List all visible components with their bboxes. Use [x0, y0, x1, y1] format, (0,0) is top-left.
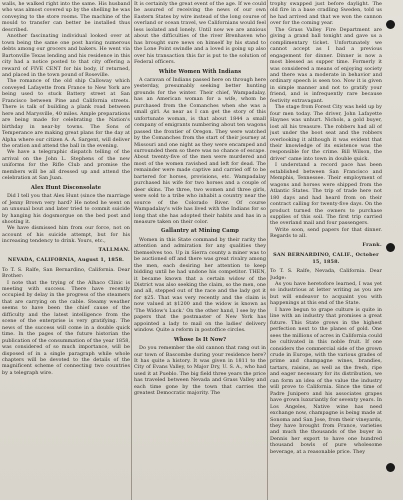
binder-hole	[386, 243, 395, 252]
signature: Frank.	[362, 241, 382, 248]
paragraph: I have begun to grape culture is quite in line with an industry that promises a great future. This State grows in the highest perfection next to the planes of gold. One sees the millions of acres in California could be cultivated in this noble fruit. If one considers the commercial side of the grown crude in Europe, with the various grades of prime and champagne wines, brandies, tartars, raisins, as well as the fresh, ripe and eager necessary for its distribution, we can form an idea of the value the industry will prove to California. Since the time of Padre Junipero and his associates grapes have grown luxuriantly for seventy years. In Los Angeles, Native wine has need exchange now, champagne is being made at Sonoma and San Jose, from their vineyards, they have brought from France, varieties and much the thousands of the buyer in Dennis her export to have one hundred thousand bowls of pure wholesome beverage, at a reasonable price. They	[270, 306, 382, 455]
section-heading: Alex Hunt Disconsolate	[30, 184, 102, 191]
paragraph: As you have heretofore learned, I was yet so industrious at letter writing as you are but will endeavor to acquaint you with happenings at this end of the State.	[270, 281, 382, 307]
column-2	[134, 0, 266, 500]
paragraph: We have dismissed him from our force, not on account of his suicide attempt, but for his increasing tendency to drink. Yours, etc.,	[2, 225, 130, 245]
column-3	[270, 0, 382, 500]
letter-salutation: To T. S. Ralfe, Nevada, California. Dear Judge:	[270, 268, 382, 281]
section-heading: White Women With Indians	[158, 68, 242, 75]
paragraph: The stage from Forest City was held up by four men today. The driver, John Lafayette Haynes was unhurt. Nichols, a gold buyer, lost all his treasure. The robbers had all of just under the boot seat and the robbers overlooking it although it was evident that their knowledge of its existence was the responsible for the crime. Bill Wilson, the driver' came into town in double quick.	[270, 104, 382, 162]
paragraph: Another fascinating individual looked over at town being the same one post having numerous debts among our grocers and bakers. He went via Bartonville Texas lending and his residence in this city had a notice posted to that city offering a reward of FIVE CENT for his body, if returned, and placed in the town pound of Roseville.	[2, 33, 130, 78]
paragraph: The romance of the old ship Calloway which conveyed Lafayette from France to New York are being used to stuck Battery street at San Francisco between Pine and California streets. There is talk of building a plank road between here and Marysville, 40 miles. Ample preparations are being made for celebrating the Nation's birthday in near-by towns. The Sons of Temperance are making great plans for the day at Alpha where our citizen A. A. Sargent, will deliver the oration and attend the ball in the evening.	[2, 78, 130, 149]
paragraph: trophy swapped just before daylight. The old fire in a base cradling Sweden, told us he had arrived and that we won the cannon over for the coming year.	[270, 1, 382, 27]
letter-dateline: NEVADA, CALIFORNIA, August 1, 1858.	[7, 257, 125, 264]
paragraph: Women in this State command by their rarity the attention and admiration for any qualities they themselves too. Up in Sierra county a miner was to be auctioned off and there was great rivalry among the men, each desiring her attention to keep bidding until he had undone his competitor. THEN, it became known that a certain widow of the District was also seeking the claim, so the men, one and all, stepped out of the race and the lady got it for $25. That was very recently and the claim is now valued at $1200 and the widow is known as 'The Widow's Luck.' On the other hand, I see by the papers that the postmaster of New York has appointed a lady to mail on the ladies' delivery window. Quite a reform in postoffice circles.	[134, 236, 266, 334]
paragraph: We have a telegraphic dispatch telling of the arrival on the John L. Stephens of the new uniforms for the Rifle Club and promise the members will be all dressed up and attend the celebration at San Juan.	[2, 149, 130, 182]
section-heading: Whose Is It Now?	[173, 336, 227, 343]
paragraph: walls, he walked right into the same. His husband who was almost covered up by the shelling he was conveying to the store rooms. The machine of the mould to transfer can better be installed thus described.	[2, 1, 130, 33]
paragraph: Write soon, send papers for that dinner. Regards to all.	[270, 226, 382, 240]
paragraph: Did I tell you that Alex Hunt (since the marriage of Jenny Brown very hard? He noted he went on an unusual bout and later tried to commit suicide by hanging his dogsmorgue on the bed post and shooting it.	[2, 193, 130, 225]
paragraph: It is certainly the great event of the age. If we could be assured of receiving the news of our own Eastern States by wire instead of the long course of overland or ocean travel, we Californians would feel less isolated and lonely. Until now we are anxious about the difficulties of the river Brenhaven who has brought sure news on himself by his stand to the Lone Point swindle and a loved is going up also over his transaction this far is put to the solution of Federal officers.	[134, 1, 266, 66]
letter-dateline: SAN BERNARDINO, CALIF., October 15, 1858.	[273, 252, 379, 265]
paragraph: I note that the trying of the Alhaco Clinic is meeting with success. There have recently occupied by delay in the progress of the steamers that are carrying on the cable. Steamy weather seems to have been the chief cause of the difficulty and the latest intelligence from the scene of the enterprise is very gratifying. The news of the success will come in a double quick time. In the pages of the future historian the publication of the consummation of the year 1858, was considered of so much importance, will be disposed of in a single paragraph while whole chapters will be devoted to the details of the magnificent scheme of connecting two countries by a telegraph wire.	[2, 279, 130, 376]
letter-salutation: To T. S. Ralfe, San Bernardino, California. Dear Brother:	[2, 266, 130, 280]
column-1	[2, 0, 130, 500]
paragraph: I understand a record pace has been established between San Francisco and Memphis, Tennessee. Their employment of wagons and horses were shipped from the Atlantic States. The trip of trade here not 180 days and had heard from on their contract calling for twenty-five days. On the product turned the owners to purchase supplies of this soil. The first trip carried the overland mail and four passengers.	[270, 162, 382, 227]
paragraph: The Grass Valley Fire Department are giving a grand ball tonight and gave us a complimentary ticket. Unfortunately we cannot accept as I had a previous engagement for dinner. Dinner is now a most blessed as supper time. Formerly it was considered a means of enjoying society and there was a moderate in behavior and ordinary speech is seen too. Now it is given in simple manner and not to gratify your friend, and is infrequently rare because festivity extravagant.	[270, 26, 382, 104]
paragraph: A caravan of Indians passed here on through here yesterday, presumably seeking better hunting grounds for the winter. Their chief, Wampadalay, has an American woman for a wife, whom he purchased from the Comanches when she was a small girl. As near as I can get the story of this unfortunate woman, is that about 1844 a small company of emigrants numbering about ten wagons passed the frontier of Oregon. They were watched by the Comanches from the start of their journey at Missouri and one night as they were encamped and surrounded them so there was no chance of escape. About twenty-five of the men were murdered and most of the women ravished and left for dead. The remainder were made captive and carried off to be bartered for horses, provisions, etc. Wampadalay purchased his wife for two horses and a couple of deer skins. The three, two women and three girls, were sold to a tribe who inhabit a country near the source of the Colorado River. Of course Wampadalay's wife has lived with the Indians for so long that she has adopted their habits and has in a measure taken on their color.	[134, 76, 266, 225]
section-heading: Gallantry at Mining Camp	[160, 228, 240, 235]
paragraph: Do you remember the old cannon that rang out in our town of Bascombe during your residence here? It has quite a history. It was given in 1811 to the City of Evans Valley, to Major Dry, U. S. A., who had used it at Pueblo. The big field three years the price has traveled between Nevada and Grass Valley and each time gone by the town that carries the greatest Democratic majority. The	[134, 345, 266, 397]
binder-hole	[386, 20, 395, 29]
binder-hole	[386, 463, 395, 472]
signature: TALLMAN.	[98, 246, 130, 253]
column-rule	[267, 0, 268, 500]
column-rule	[131, 0, 132, 500]
